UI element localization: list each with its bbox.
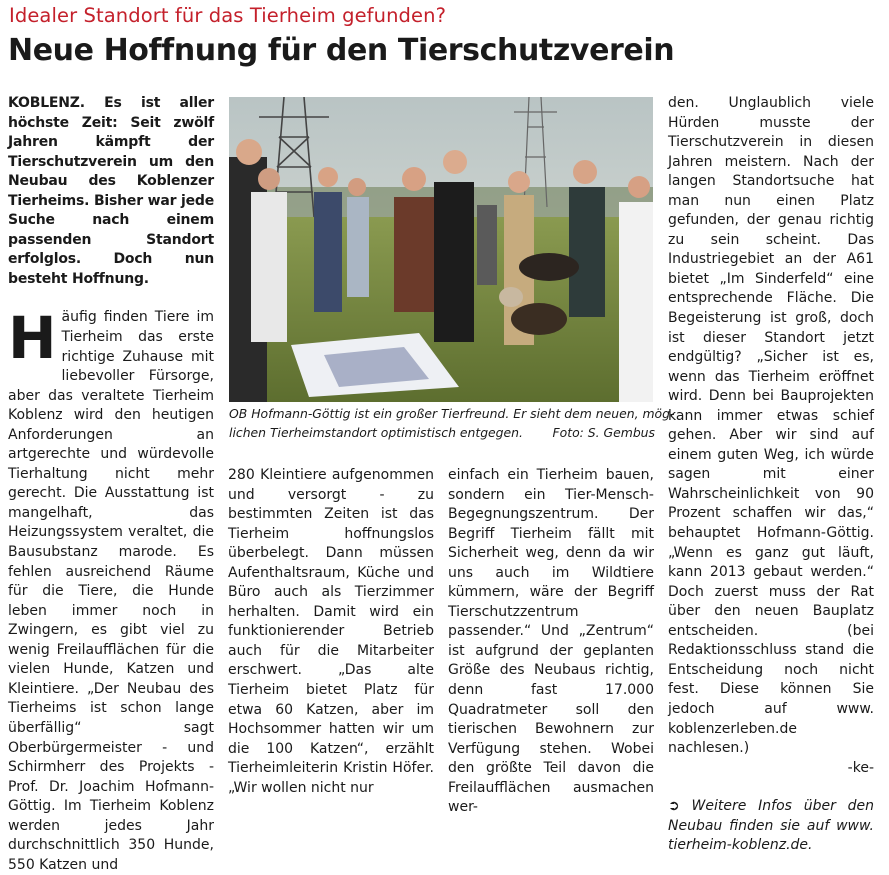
- article-lede: KOBLENZ. Es ist aller höchste Zeit: Seit zwölf Jahren kämpft der Tierschutzverein um den Neubau des Koblenzer Tierheims. Bisher war jede Suche nach einem passenden Standort erfolglos. Doch nun besteht Hoffnung.: [8, 95, 214, 287]
- more-info-note: [668, 797, 874, 856]
- caption-line-2: lichen Tierheimstandort optimistisch entgegen.: [229, 425, 523, 440]
- article-photo: [229, 97, 653, 402]
- drop-cap: H: [8, 304, 57, 373]
- more-info-text: Weitere Infos über den Neubau finden sie auf www. tierheim-koblenz.de.: [668, 798, 874, 854]
- author-initials: -ke-: [847, 759, 874, 776]
- photo-illustration: [229, 97, 653, 402]
- column-2-text: 280 Kleintiere aufgenommen und versorgt - zu bestimmten Zeiten ist das Tierheim hoffnungslos überbelegt. Dann müssen Aufenthaltsraum, Küche und Büro auch als Tierzimmer herhalten. Damit wird ein funktionierender Betrieb auch für die Mitarbeiter erschwert. „Das alte Tierheim bietet Platz für etwa 60 Katzen, aber im Hochsommer hatten wir um die 100 Katzen“, erzählt Tierheimleiterin Kristin Höfer. „Wir wollen nicht nur: [228, 467, 434, 796]
- photo-caption: [229, 404, 675, 442]
- column-4: [668, 94, 874, 856]
- caption-line-1: OB Hofmann-Göttig ist ein großer Tierfreund. Er sieht dem neuen, mög-: [229, 406, 675, 421]
- column-2: [228, 466, 434, 798]
- column-3-text: einfach ein Tierheim bauen, sondern ein Tier-Mensch-Begegnungszentrum. Der Begriff Tierheim fällt mit Sicherheit weg, denn da wir uns auch im Wildtiere kümmern, wäre der Begriff Tierschutzzentrum passender.“ Und „Zentrum“ ist aufgrund der geplanten Größe des Neubaus richtig, denn fast 17.000 Quadratmeter soll den tierischen Bewohnern zur Verfügung stehen. Wobei den größte Teil davon die Freilaufflächen ausmachen wer-: [448, 467, 654, 816]
- article-headline: Neue Hoffnung für den Tierschutzverein: [8, 33, 675, 68]
- column-1: [8, 94, 214, 875]
- arrow-icon: ➲: [668, 798, 680, 815]
- column-3: [448, 466, 654, 818]
- column-1-paragraph: [8, 304, 214, 875]
- article-kicker: Idealer Standort für das Tierheim gefunden?: [9, 4, 447, 27]
- column-4-text: [668, 94, 874, 778]
- column-4-body: den. Unglaublich viele Hürden musste der Tierschutzverein in diesen Jahren meistern. Nach der langen Standortsuche hat man nun einen Platz gefunden, der genau richtig zu sein scheint. Das Industriegebiet an der A61 bietet „Im Sinderfeld“ eine entsprechende Fläche. Die Begeisterung ist groß, doch ist dieser Standort jetzt endgültig? „Sicher ist es, wenn das Tierheim eröffnet wird. Denn bei Bauprojekten kann immer etwas schief gehen. Aber wir sind auf einem guten Weg, ich würde sagen mit einer Wahrscheinlichkeit von 90 Prozent schaffen wir das,“ behauptet Hofmann-Göttig. „Wenn es ganz gut läuft, kann 2013 gebaut werden.“ Doch zuerst muss der Rat über den neuen Bauplatz entscheiden. (bei Redaktionsschluss stand die Entscheidung noch nicht fest. Diese können Sie jedoch auf www. koblenzerleben.de nachlesen.): [668, 95, 874, 757]
- photo-credit: Foto: S. Gembus: [552, 425, 655, 440]
- column-1-text: äufig finden Tiere im Tierheim das erste richtige Zuhause mit liebevoller Fürsorge, aber das veraltete Tierheim Koblenz wird den heutigen Anforderungen an artgerechte und würdevolle Tierhaltung nicht mehr gerecht. Die Ausstattung ist mangelhaft, das Heizungssystem veraltet, die Bausubstanz marode. Es fehlen ausreichend Räume für die Tiere, die Hunde leben immer noch in Zwingern, es gibt viel zu wenig Freilaufflächen für die vielen Hunde, Katzen und Kleintiere. „Der Neubau des Tierheims ist schon lange überfällig“ sagt Oberbürgermeister - und Schirmherr des Projekts - Prof. Dr. Joachim Hofmann-Göttig. Im Tierheim Koblenz werden jedes Jahr durchschnittlich 350 Hunde, 550 Katzen und: [8, 309, 214, 873]
